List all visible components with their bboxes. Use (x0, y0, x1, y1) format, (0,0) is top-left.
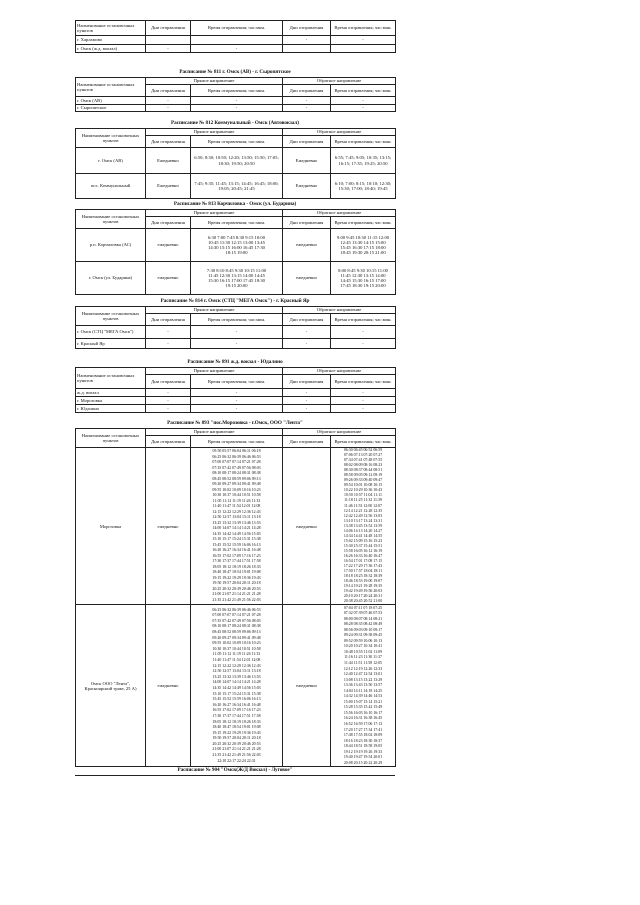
time-reverse: 9:00 9:45 10:30 11:15 12:00 12:45 13:30 14:15 15:00 15:45 16:30 17:15 18:00 18:45 19:30 20:15 21:00 (331, 229, 396, 262)
header-time-reverse: Время отправления; час:мин. (331, 85, 396, 97)
time-reverse: - (331, 326, 396, 339)
table-row (76, 229, 396, 262)
header-time-direct: Время отправления; час:мин. (191, 85, 283, 97)
table-row (76, 389, 396, 397)
days-reverse (283, 44, 331, 53)
time-reverse: 6:55; 7:45; 9:05; 10:35; 13:15; 16:15; 17:35; 19:25; 20:50 (331, 148, 396, 174)
schedule-title-814: Расписание № 814 г. Омск (СТЦ "МЕГА Омск") - г. Красный Яр (160, 298, 310, 304)
header-reverse: Обратное направление (283, 368, 396, 375)
header-days-reverse: Дни отправления (283, 21, 331, 36)
stop-name: г. Красный Яр (76, 339, 146, 349)
header-direct: Прямое направление (146, 368, 283, 375)
header-days-direct: Дни отправления (146, 136, 191, 148)
header-reverse: Обратное направление (283, 129, 396, 136)
stop-name: г. Омск (ж.д. вокзал) (76, 44, 146, 53)
header-days-reverse: Дни отправления (283, 436, 331, 448)
table-row (76, 405, 396, 413)
header-days-direct: Дни отправления (146, 217, 191, 229)
days-reverse: - (283, 97, 331, 105)
schedule-title-812: Расписание № 812 Коммунальный - Омск (Автовокзал) (171, 120, 299, 126)
header-time-direct: Время отправления; час:мин. (191, 436, 283, 448)
time-reverse: 8:00 8:45 9:30 10:15 11:00 11:45 12:30 13:15 14:00 14:45 15:30 16:15 17:00 17:45 18:30 19:15 20:00 (331, 262, 396, 295)
header-days-direct: Дни отправления (146, 314, 191, 326)
days-direct: - (146, 397, 191, 405)
schedule-table-812 (75, 128, 396, 199)
days-reverse: ежедневно (283, 605, 331, 767)
time-direct: - (191, 326, 283, 339)
header-stop: Наименование остановочных пунктов (76, 129, 146, 148)
header-reverse: Обратное направление (283, 210, 396, 217)
header-time-direct: Время отправления; час:мин. (191, 217, 283, 229)
stop-name: р.п. Корчиловка (АС) (76, 229, 146, 262)
time-direct: - (191, 44, 283, 53)
days-reverse: - (283, 339, 331, 349)
time-direct: 7:45; 9:35; 11:45; 13:15; 14:45; 16:45; 18:00; 19:05; 20:45; 21:45 (191, 174, 283, 199)
header-days-reverse: Дни отправления (283, 217, 331, 229)
time-reverse: 06:30 06:45 06:52 06:59 07:06 07:13 07:20 07:27 07:34 07:41 07:48 07:55 08:02 08:09 08:16 08:23 08:30 08:37 08:44 08:51 08:58 09:05 09:12 09:19 09:26 09:33 09:40 09:47 09:54 10:01 10:08 10:15 10:22 10:29 10:36 10:43 10:50 10:57 11:04 11:11 11:18 11:25 11:32 11:39 11:46 11:53 12:00 12:07 12:14 12:21 12:28 12:35 12:42 12:49 12:56 13:03 13:10 13:17 13:24 13:31 13:38 13:45 13:52 13:59 14:06 14:13 14:20 14:27 14:34 14:41 14:48 14:55 15:02 15:09 15:16 15:23 15:30 15:37 15:44 15:51 15:58 16:05 16:12 16:19 16:26 16:33 16:40 16:47 16:54 17:01 17:08 17:15 17:22 17:29 17:36 17:43 17:50 17:57 18:04 18:11 18:18 18:25 18:32 18:39 18:46 18:53 19:00 19:07 19:14 19:21 19:28 19:35 19:42 19:49 19:56 20:03 20:10 20:17 20:24 20:31 20:38 20:45 20:52 21:00 (331, 448, 396, 605)
stop-name: г. Омск (АВ) (76, 148, 146, 174)
header-stop: Наименование остановочных пунктов (76, 78, 146, 97)
header-days-direct: Дни отправления (146, 375, 191, 389)
stop-name: г. Омск (СТЦ "МЕГА Омск") (76, 326, 146, 339)
time-direct: 7:30 8:10 8:45 9:30 10:15 11:00 11:45 12:30 13:15 14:00 14:45 15:30 16:15 17:00 17:45 18:30 19:15 20:00 (191, 262, 283, 295)
time-direct: - (191, 405, 283, 413)
days-direct: - (146, 405, 191, 413)
schedule-table-893 (75, 428, 396, 767)
table-row (76, 326, 396, 339)
header-time-direct: Время отправления; час:мин. (191, 375, 283, 389)
table-row (76, 148, 396, 174)
header-time-reverse: Время отправления; час:мин. (331, 217, 396, 229)
days-direct: - (146, 44, 191, 53)
table-row (76, 97, 396, 105)
header-time-reverse: Время отправления; час:мин. (331, 21, 396, 36)
schedule-table-891 (75, 367, 396, 413)
days-direct: ежедневно (146, 605, 191, 767)
days-direct: ежедневно (146, 448, 191, 605)
time-direct: - (191, 104, 283, 112)
time-reverse: - (331, 397, 396, 405)
stop-name: г. Харламово (76, 36, 146, 45)
header-stop: Наименование остановочных пунктов (76, 307, 146, 326)
header-days-reverse: Дни отправления (283, 136, 331, 148)
table-row (76, 448, 396, 605)
days-reverse: Ежедневно (283, 174, 331, 199)
schedule-title-893: Расписание № 893 "пос.Морозовка - г.Омск, ООО "Лента" (167, 420, 303, 426)
time-direct (191, 36, 283, 45)
stop-name: г. Морозовка (76, 397, 146, 405)
stop-name: Морозовка (76, 448, 146, 605)
time-reverse: - (331, 339, 396, 349)
header-time-reverse: Время отправления; час:мин. (331, 436, 396, 448)
stop-name: пос. Коммунальный (76, 174, 146, 199)
days-reverse: Ежедневно (283, 148, 331, 174)
header-direct: Прямое направление (146, 429, 283, 436)
days-direct: - (146, 339, 191, 349)
time-reverse: 07:04 07:11 07:18 07:25 07:32 07:39 07:46 07:53 08:00 08:07 08:14 08:21 08:28 08:35 08:42 08:49 08:56 09:03 09:10 09:17 09:24 09:31 09:38 09:45 09:52 09:59 10:06 10:13 10:20 10:27 10:34 10:41 10:48 10:55 11:02 11:09 11:16 11:23 11:30 11:37 11:44 11:51 11:58 12:05 12:12 12:19 12:26 12:33 12:40 12:47 12:54 13:01 13:08 13:15 13:22 13:29 13:36 13:43 13:50 13:57 14:04 14:11 14:18 14:25 14:32 14:39 14:46 14:53 15:00 15:07 15:14 15:21 15:28 15:35 15:42 15:49 15:56 16:03 16:10 16:17 16:24 16:31 16:38 16:45 16:52 16:59 17:06 17:13 17:20 17:27 17:34 17:41 17:48 17:55 18:02 18:09 18:16 18:23 18:30 18:37 18:44 18:51 18:58 19:05 19:12 19:19 19:26 19:33 19:40 19:47 19:54 20:01 20:08 20:15 20:22 20:29 (331, 605, 396, 767)
table-row (76, 262, 396, 295)
schedule-title-904: Расписание № 904 "Омск(Ж/Д Вокзал) - Луговое" (177, 767, 293, 773)
divider (75, 775, 395, 776)
header-stop: Наименование остановочных пунктов (76, 368, 146, 389)
days-direct: - (146, 104, 191, 112)
schedule-title-813: Расписание № 813 Корчиловка - Омск (ул. Бударина) (173, 201, 297, 207)
header-direct: Прямое направление (146, 78, 283, 85)
header-direct: Прямое направление (146, 307, 283, 314)
header-reverse: Обратное направление (283, 307, 396, 314)
time-direct: 06:25 06:32 06:39 06:46 06:53 07:00 07:07 07:14 07:21 07:28 07:35 07:42 07:49 07:56 08:03 08:10 08:17 08:24 08:31 08:38 08:45 08:52 08:59 09:06 09:13 09:20 09:27 09:34 09:41 09:48 09:55 10:02 10:09 10:16 10:23 10:30 10:37 10:44 10:51 10:58 11:05 11:12 11:19 11:26 11:33 11:40 11:47 11:54 12:01 12:08 12:15 12:22 12:29 12:36 12:43 12:50 12:57 13:04 13:11 13:18 13:25 13:32 13:39 13:46 13:53 14:00 14:07 14:14 14:21 14:28 14:35 14:42 14:49 14:56 15:03 15:10 15:17 15:24 15:31 15:38 15:45 15:52 15:59 16:06 16:13 16:20 16:27 16:34 16:41 16:48 16:55 17:02 17:09 17:16 17:23 17:30 17:37 17:44 17:51 17:58 18:05 18:12 18:19 18:26 18:33 18:40 18:47 18:54 19:01 19:08 19:15 19:22 19:29 19:36 19:43 19:50 19:57 20:04 20:11 20:18 20:25 20:32 20:39 20:46 20:53 21:00 21:07 21:14 21:21 21:28 21:35 21:42 21:49 21:56 22:03 22:10 22:17 22:24 22:31 (191, 605, 283, 767)
time-direct: 05:50 05:57 06:04 06:11 06:18 06:25 06:32 06:39 06:46 06:53 07:00 07:07 07:14 07:21 07:28 07:35 07:42 07:49 07:56 08:03 08:10 08:17 08:24 08:31 08:38 08:45 08:52 08:59 09:06 09:13 09:20 09:27 09:34 09:41 09:48 09:55 10:02 10:09 10:16 10:23 10:30 10:37 10:44 10:51 10:58 11:05 11:12 11:19 11:26 11:33 11:40 11:47 11:54 12:01 12:08 12:15 12:22 12:29 12:36 12:43 12:50 12:57 13:04 13:11 13:18 13:25 13:32 13:39 13:46 13:53 14:00 14:07 14:14 14:21 14:28 14:35 14:42 14:49 14:56 15:03 15:10 15:17 15:24 15:31 15:38 15:45 15:52 15:59 16:06 16:13 16:20 16:27 16:34 16:41 16:48 16:55 17:02 17:09 17:16 17:23 17:30 17:37 17:44 17:51 17:58 18:05 18:12 18:19 18:26 18:33 18:40 18:47 18:54 19:01 19:08 19:15 19:22 19:29 19:36 19:43 19:50 19:57 20:04 20:11 20:18 20:25 20:32 20:39 20:46 20:53 21:00 21:07 21:14 21:21 21:28 21:35 21:42 21:49 21:56 22:03 (191, 448, 283, 605)
header-days-direct: Дни отправления (146, 21, 191, 36)
time-direct: - (191, 397, 283, 405)
time-direct: - (191, 97, 283, 105)
schedule-title-891: Расписание № 891 ж.д. вокзал - Юдалино (187, 359, 283, 365)
header-reverse: Обратное направление (283, 429, 396, 436)
days-reverse: - (283, 397, 331, 405)
days-direct: Ежедневно (146, 148, 191, 174)
stop-name: г. Омск (АВ) (76, 97, 146, 105)
header-time-direct: Время отправления; час:мин. (191, 21, 283, 36)
time-reverse: - (331, 36, 396, 45)
days-reverse: - (283, 389, 331, 397)
days-reverse: - (283, 104, 331, 112)
days-reverse: ежедневно (283, 229, 331, 262)
header-time-direct: Время отправления; час:мин. (191, 314, 283, 326)
header-stop: Наименование остановочных пунктов (76, 21, 146, 36)
header-time-direct: Время отправления; час:мин. (191, 136, 283, 148)
schedule-title-811: Расписание № 811 г. Омск (АВ) - г. Сыропятское (179, 69, 291, 75)
stop-name: Омск ООО "Лента", Красноярский тракт, 25 А) (76, 605, 146, 767)
time-direct: 6:30 7:00 7:45 8:30 9:15 10:00 10:45 11:30 12:15 13:00 13:45 14:30 15:15 16:00 16:45 17:30 18:15 19:00 (191, 229, 283, 262)
days-reverse: - (283, 405, 331, 413)
stop-name: г. Омск (ул. Бударина) (76, 262, 146, 295)
stop-name: г. Юдалино (76, 405, 146, 413)
days-direct: - (146, 326, 191, 339)
days-reverse: - (283, 326, 331, 339)
days-direct (146, 36, 191, 45)
header-days-reverse: Дни отправления (283, 314, 331, 326)
table-row (76, 339, 396, 349)
header-stop: Наименование остановочных пунктов (76, 429, 146, 448)
days-direct: Ежедневно (146, 174, 191, 199)
table-row (76, 36, 396, 45)
header-days-reverse: Дни отправления (283, 85, 331, 97)
stop-name: г. Сыропятское (76, 104, 146, 112)
time-direct: - (191, 389, 283, 397)
table-row (76, 605, 396, 767)
time-reverse: - (331, 104, 396, 112)
schedule-table-811 (75, 77, 396, 112)
days-direct: ежедневно (146, 262, 191, 295)
stop-name: ж.д. вокзал (76, 389, 146, 397)
header-stop: Наименование остановочных пунктов (76, 210, 146, 229)
header-time-reverse: Время отправления; час:мин. (331, 314, 396, 326)
table-row (76, 104, 396, 112)
header-time-reverse: Время отправления; час:мин. (331, 375, 396, 389)
days-reverse: ежедневно (283, 448, 331, 605)
schedule-table-partial (75, 20, 396, 53)
time-reverse: 6:10; 7:00; 8:15; 10:10; 12:30; 15:30; 17:00; 18:40; 19:45 (331, 174, 396, 199)
header-time-reverse: Время отправления; час:мин. (331, 136, 396, 148)
header-direct: Прямое направление (146, 129, 283, 136)
time-direct: - (191, 339, 283, 349)
header-direct: Прямое направление (146, 210, 283, 217)
time-reverse: - (331, 389, 396, 397)
days-direct: - (146, 389, 191, 397)
days-direct: ежедневно (146, 229, 191, 262)
header-reverse: Обратное направление (283, 78, 396, 85)
schedule-table-813 (75, 209, 396, 295)
schedule-table-814 (75, 306, 396, 349)
table-row (76, 174, 396, 199)
time-reverse: - (331, 405, 396, 413)
table-row (76, 44, 396, 53)
header-days-direct: Дни отправления (146, 436, 191, 448)
time-direct: 6:50; 8:30; 10:50; 12:20; 13:50; 15:50; 17:05; 18:30; 19:50; 20:50 (191, 148, 283, 174)
days-direct: - (146, 97, 191, 105)
table-row (76, 397, 396, 405)
days-reverse: ежедневно (283, 262, 331, 295)
time-reverse (331, 44, 396, 53)
header-days-direct: Дни отправления (146, 85, 191, 97)
days-reverse: - (283, 36, 331, 45)
header-days-reverse: Дни отправления (283, 375, 331, 389)
time-reverse: - (331, 97, 396, 105)
